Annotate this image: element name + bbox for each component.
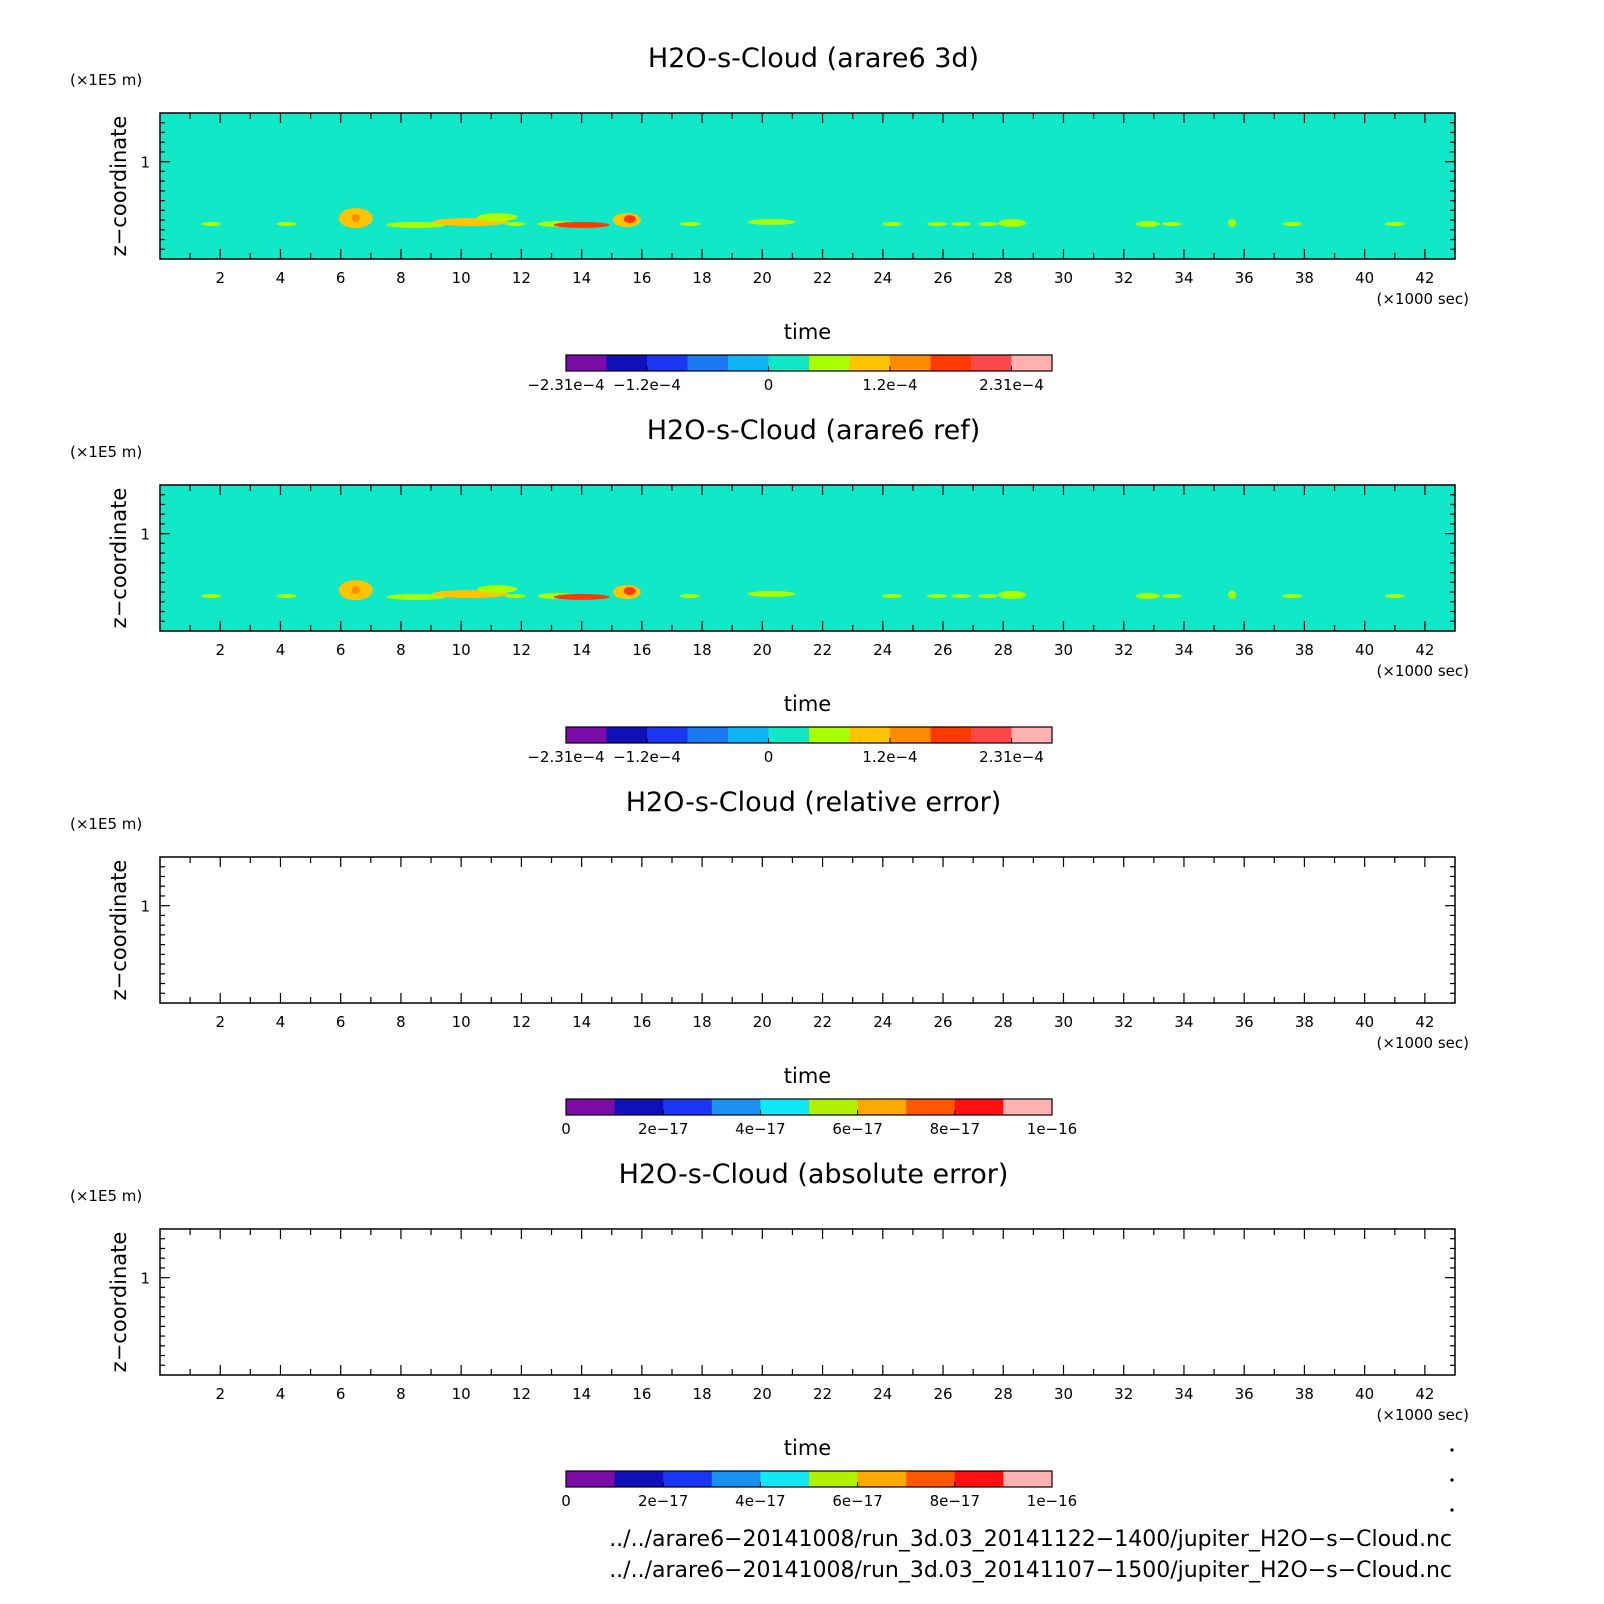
x-tick-label: 28 — [993, 1385, 1013, 1403]
contour-region — [747, 591, 795, 597]
contour-speck — [276, 222, 296, 226]
colorbar-swatch — [607, 727, 648, 743]
x-tick-label: 12 — [511, 269, 531, 287]
contour-speck — [680, 594, 700, 598]
panel-1 — [70, 43, 1469, 394]
colorbar-tick-label: 4e−17 — [735, 1120, 786, 1138]
colorbar-tick-label: 1e−16 — [1026, 1492, 1078, 1510]
colorbar-tick-label: 0 — [763, 376, 774, 394]
colorbar-swatch — [1003, 1471, 1052, 1487]
colorbar-tick-label: 8e−17 — [929, 1120, 981, 1138]
colorbar-swatch — [931, 355, 972, 371]
x-tick-label: 12 — [511, 641, 531, 659]
x-tick-label: 18 — [692, 1385, 712, 1403]
x-tick-label: 10 — [451, 1385, 471, 1403]
colorbar-swatch — [712, 1471, 761, 1487]
x-tick-label: 10 — [451, 1013, 471, 1031]
contour-region — [747, 219, 795, 225]
x-tick-label: 2 — [215, 269, 226, 287]
colorbar-swatch — [850, 727, 891, 743]
y-axis-label: z−coordinate — [107, 859, 131, 1001]
y-unit-label: (×1E5 m) — [70, 443, 143, 461]
x-tick-label: 14 — [572, 1385, 592, 1403]
colorbar-swatch — [906, 1099, 955, 1115]
colorbar-swatch — [971, 727, 1012, 743]
colorbar-swatch — [809, 1471, 858, 1487]
contour-speck — [201, 594, 221, 598]
x-tick-label: 20 — [752, 641, 772, 659]
contour-speck — [1385, 222, 1405, 226]
colorbar-tick-label: 1.2e−4 — [862, 748, 918, 766]
x-tick-label: 34 — [1174, 1385, 1194, 1403]
margin-dot — [1450, 1448, 1453, 1451]
x-unit-label: (×1000 sec) — [1376, 290, 1469, 308]
colorbar-swatch — [566, 1471, 615, 1487]
colorbar-swatch — [931, 727, 972, 743]
x-tick-label: 18 — [692, 641, 712, 659]
plot-area — [160, 113, 1455, 259]
colorbar-swatch — [1003, 1099, 1052, 1115]
x-tick-label: 32 — [1114, 269, 1134, 287]
x-tick-label: 22 — [813, 269, 833, 287]
contour-speck — [882, 594, 902, 598]
colorbar-swatch — [728, 727, 769, 743]
colorbar — [527, 355, 1052, 394]
x-tick-label: 28 — [993, 1013, 1013, 1031]
x-tick-label: 12 — [511, 1385, 531, 1403]
x-tick-label: 28 — [993, 269, 1013, 287]
colorbar-tick-label: 2.31e−4 — [979, 748, 1044, 766]
colorbar-swatch — [647, 727, 688, 743]
colorbar-tick-label: −1.2e−4 — [613, 376, 681, 394]
colorbar-swatch — [615, 1471, 664, 1487]
contour-speck — [505, 222, 525, 226]
x-tick-label: 36 — [1234, 1385, 1254, 1403]
colorbar-swatch — [809, 1099, 858, 1115]
x-tick-label: 2 — [215, 641, 226, 659]
x-tick-label: 2 — [215, 1013, 226, 1031]
colorbar-swatch — [809, 355, 850, 371]
contour-region — [554, 222, 610, 228]
contour-speck — [1282, 222, 1302, 226]
x-axis-label: time — [783, 320, 832, 344]
x-tick-label: 26 — [933, 1013, 953, 1031]
contour-speck — [201, 222, 221, 226]
contour-region — [352, 586, 360, 594]
footer-paths — [609, 1527, 1452, 1583]
colorbar-swatch — [566, 727, 607, 743]
footer-line: ../../arare6−20141008/run_3d.03_20141107−1500/jupiter_H2O−s−Cloud.nc — [609, 1558, 1452, 1583]
x-tick-label: 40 — [1355, 1385, 1375, 1403]
panel-4 — [70, 1159, 1469, 1510]
x-tick-label: 14 — [572, 1013, 592, 1031]
colorbar-swatch — [955, 1099, 1004, 1115]
contour-region — [1228, 591, 1236, 599]
x-tick-label: 4 — [275, 1385, 286, 1403]
x-tick-label: 6 — [335, 269, 346, 287]
contour-region — [554, 594, 610, 600]
x-tick-label: 24 — [873, 1013, 893, 1031]
x-tick-label: 32 — [1114, 641, 1134, 659]
x-tick-label: 6 — [335, 1013, 346, 1031]
colorbar-swatch — [809, 727, 850, 743]
y-tick-label: 1 — [140, 525, 150, 544]
contour-speck — [276, 594, 296, 598]
contour-region — [998, 591, 1026, 599]
colorbar — [561, 1099, 1077, 1138]
colorbar-swatch — [890, 355, 931, 371]
x-tick-label: 42 — [1415, 269, 1435, 287]
colorbar-swatch — [566, 1099, 615, 1115]
colorbar-swatch — [1012, 727, 1053, 743]
x-tick-label: 16 — [632, 269, 652, 287]
x-unit-label: (×1000 sec) — [1376, 662, 1469, 680]
contour-region — [998, 219, 1026, 227]
x-tick-label: 38 — [1294, 1013, 1314, 1031]
contour-speck — [927, 222, 947, 226]
contour-speck — [505, 594, 525, 598]
colorbar-tick-label: −2.31e−4 — [527, 748, 605, 766]
contour-region — [1228, 219, 1236, 227]
x-axis-label: time — [783, 1064, 832, 1088]
contour-region — [624, 587, 636, 595]
x-tick-label: 26 — [933, 269, 953, 287]
contour-speck — [1162, 594, 1182, 598]
x-tick-label: 40 — [1355, 641, 1375, 659]
footer-line: ../../arare6−20141008/run_3d.03_20141122−1400/jupiter_H2O−s−Cloud.nc — [609, 1527, 1452, 1552]
x-axis-label: time — [783, 1436, 832, 1460]
colorbar-tick-label: 2.31e−4 — [979, 376, 1044, 394]
margin-dot — [1450, 1508, 1453, 1511]
colorbar-swatch — [769, 355, 810, 371]
y-axis-label: z−coordinate — [107, 487, 131, 629]
colorbar-swatch — [1012, 355, 1053, 371]
colorbar-swatch — [955, 1471, 1004, 1487]
margin-dot — [1450, 1478, 1453, 1481]
x-tick-label: 20 — [752, 1013, 772, 1031]
x-tick-label: 36 — [1234, 1013, 1254, 1031]
colorbar-swatch — [712, 1099, 761, 1115]
x-tick-label: 4 — [275, 641, 286, 659]
x-tick-label: 6 — [335, 1385, 346, 1403]
y-unit-label: (×1E5 m) — [70, 71, 143, 89]
x-tick-label: 34 — [1174, 641, 1194, 659]
x-tick-label: 6 — [335, 641, 346, 659]
y-tick-label: 1 — [140, 1269, 150, 1288]
contour-speck — [1385, 594, 1405, 598]
colorbar-swatch — [858, 1471, 907, 1487]
panel-3 — [70, 787, 1469, 1138]
x-tick-label: 42 — [1415, 641, 1435, 659]
x-tick-label: 34 — [1174, 269, 1194, 287]
y-tick-label: 1 — [140, 897, 150, 916]
colorbar-swatch — [688, 727, 729, 743]
colorbar-tick-label: 8e−17 — [929, 1492, 981, 1510]
colorbar-swatch — [663, 1099, 712, 1115]
x-tick-label: 28 — [993, 641, 1013, 659]
colorbar-swatch — [858, 1099, 907, 1115]
x-tick-label: 34 — [1174, 1013, 1194, 1031]
x-unit-label: (×1000 sec) — [1376, 1034, 1469, 1052]
x-tick-label: 20 — [752, 1385, 772, 1403]
panel-title: H2O-s-Cloud (arare6 3d) — [647, 43, 980, 74]
plot-area — [160, 857, 1455, 1003]
x-tick-label: 22 — [813, 641, 833, 659]
x-tick-label: 38 — [1294, 1385, 1314, 1403]
colorbar-swatch — [906, 1471, 955, 1487]
x-tick-label: 24 — [873, 641, 893, 659]
x-tick-label: 40 — [1355, 1013, 1375, 1031]
plot-area — [160, 1229, 1455, 1375]
x-tick-label: 36 — [1234, 269, 1254, 287]
panel-title: H2O-s-Cloud (absolute error) — [618, 1159, 1009, 1190]
y-axis-label: z−coordinate — [107, 1231, 131, 1373]
contour-speck — [951, 594, 971, 598]
contour-region — [477, 213, 517, 221]
colorbar-swatch — [663, 1471, 712, 1487]
contour-speck — [951, 222, 971, 226]
colorbar-tick-label: −2.31e−4 — [527, 376, 605, 394]
contour-speck — [1162, 222, 1182, 226]
x-tick-label: 16 — [632, 1385, 652, 1403]
colorbar-tick-label: 1e−16 — [1026, 1120, 1078, 1138]
x-tick-label: 18 — [692, 269, 712, 287]
colorbar-swatch — [971, 355, 1012, 371]
x-tick-label: 30 — [1053, 269, 1074, 287]
colorbar-swatch — [607, 355, 648, 371]
contour-speck — [927, 594, 947, 598]
contour-speck — [882, 222, 902, 226]
contour-speck — [978, 222, 998, 226]
contour-speck — [978, 594, 998, 598]
x-tick-label: 14 — [572, 641, 592, 659]
colorbar-tick-label: 4e−17 — [735, 1492, 786, 1510]
contour-speck — [1282, 594, 1302, 598]
colorbar-swatch — [890, 727, 931, 743]
colorbar-tick-label: 0 — [763, 748, 774, 766]
colorbar-tick-label: 2e−17 — [637, 1492, 689, 1510]
colorbar-swatch — [566, 355, 607, 371]
y-unit-label: (×1E5 m) — [70, 815, 143, 833]
x-tick-label: 24 — [873, 269, 893, 287]
contour-region — [352, 214, 360, 222]
x-tick-label: 20 — [752, 269, 772, 287]
colorbar-tick-label: 6e−17 — [832, 1120, 883, 1138]
x-tick-label: 32 — [1114, 1385, 1134, 1403]
x-tick-label: 42 — [1415, 1013, 1435, 1031]
colorbar-swatch — [728, 355, 769, 371]
y-tick-label: 1 — [140, 153, 150, 172]
colorbar-swatch — [760, 1471, 809, 1487]
x-axis-label: time — [783, 692, 832, 716]
x-tick-label: 22 — [813, 1385, 833, 1403]
x-tick-label: 18 — [692, 1013, 712, 1031]
panel-2 — [70, 415, 1469, 766]
x-tick-label: 2 — [215, 1385, 226, 1403]
x-tick-label: 10 — [451, 269, 471, 287]
x-tick-label: 12 — [511, 1013, 531, 1031]
x-tick-label: 38 — [1294, 641, 1314, 659]
contour-region — [624, 215, 636, 223]
contour-region — [1136, 593, 1160, 599]
panel-title: H2O-s-Cloud (arare6 ref) — [646, 415, 981, 446]
x-tick-label: 40 — [1355, 269, 1375, 287]
x-tick-label: 22 — [813, 1013, 833, 1031]
colorbar-swatch — [615, 1099, 664, 1115]
x-tick-label: 16 — [632, 1013, 652, 1031]
x-tick-label: 38 — [1294, 269, 1314, 287]
plot-area — [160, 485, 1455, 631]
colorbar-tick-label: 6e−17 — [832, 1492, 883, 1510]
x-tick-label: 42 — [1415, 1385, 1435, 1403]
colorbar-swatch — [647, 355, 688, 371]
colorbar-tick-label: 0 — [561, 1492, 571, 1510]
colorbar-tick-label: 2e−17 — [637, 1120, 689, 1138]
x-tick-label: 10 — [451, 641, 471, 659]
x-tick-label: 14 — [572, 269, 592, 287]
contour-region — [1136, 221, 1160, 227]
x-tick-label: 16 — [632, 641, 652, 659]
x-tick-label: 8 — [396, 1385, 406, 1403]
x-tick-label: 30 — [1053, 1385, 1074, 1403]
x-tick-label: 26 — [933, 641, 953, 659]
colorbar-tick-label: 0 — [561, 1120, 571, 1138]
x-tick-label: 26 — [933, 1385, 953, 1403]
x-tick-label: 30 — [1053, 1013, 1074, 1031]
contour-region — [477, 585, 517, 593]
x-tick-label: 24 — [873, 1385, 893, 1403]
colorbar-tick-label: 1.2e−4 — [862, 376, 918, 394]
colorbar-swatch — [688, 355, 729, 371]
colorbar — [561, 1471, 1077, 1510]
colorbar — [527, 727, 1052, 766]
y-unit-label: (×1E5 m) — [70, 1187, 143, 1205]
x-tick-label: 8 — [396, 641, 406, 659]
colorbar-swatch — [850, 355, 891, 371]
colorbar-swatch — [760, 1099, 809, 1115]
x-unit-label: (×1000 sec) — [1376, 1406, 1469, 1424]
x-tick-label: 36 — [1234, 641, 1254, 659]
x-tick-label: 32 — [1114, 1013, 1134, 1031]
contour-speck — [680, 222, 700, 226]
x-tick-label: 30 — [1053, 641, 1074, 659]
y-axis-label: z−coordinate — [107, 115, 131, 257]
x-tick-label: 8 — [396, 1013, 406, 1031]
x-tick-label: 4 — [275, 1013, 286, 1031]
colorbar-swatch — [769, 727, 810, 743]
colorbar-tick-label: −1.2e−4 — [613, 748, 681, 766]
x-tick-label: 4 — [275, 269, 286, 287]
panel-title: H2O-s-Cloud (relative error) — [625, 787, 1002, 818]
x-tick-label: 8 — [396, 269, 406, 287]
